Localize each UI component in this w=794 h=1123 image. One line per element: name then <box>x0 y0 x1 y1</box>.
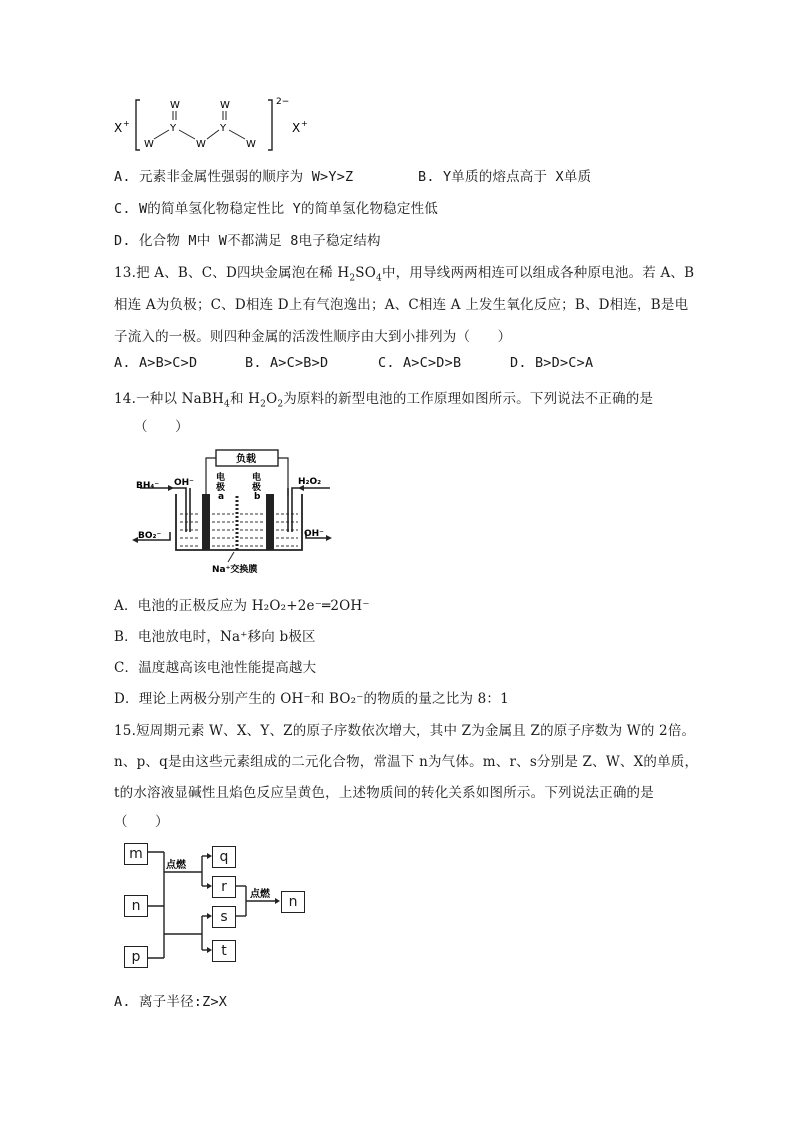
node-n-left: n <box>124 895 148 917</box>
q14-option-a: A．电池的正极反应为 H₂O₂+2e⁻═2OH⁻ <box>114 598 370 614</box>
node-r: r <box>212 876 236 898</box>
q13-stem-line-3: 子流入的一极。则四种金属的活泼性顺序由大到小排列为（ ） <box>114 329 512 345</box>
q14-answer-paren: （ ） <box>134 419 189 435</box>
condition-ignite-2: 点燃 <box>250 889 270 900</box>
electrode-b-label-2: 极 <box>252 483 262 493</box>
q15-stem-line-2: n、p、q是由这些元素组成的二元化合物，常温下 n为气体。m、r、s分别是 Z、W、X的单质， <box>114 754 699 770</box>
electrode-b <box>266 494 274 550</box>
wire-left <box>206 458 216 496</box>
left-bracket <box>136 100 140 150</box>
q15-stem-line-1: 15.短周期元素 W、X、Y、Z的原子序数依次增大，其中 Z为金属且 Z的原子序数为 W的 2倍。 <box>114 723 696 739</box>
membrane-label: Na⁺交换膜 <box>212 565 258 575</box>
q14-text-part: 为原料的新型电池的工作原理如图所示。下列说法不正确的是 <box>283 391 654 407</box>
inlet-pipe-right <box>292 488 330 532</box>
q14-option-d: D．理论上两极分别产生的 OH⁻和 BO₂⁻的物质的量之比为 8：1 <box>114 691 509 707</box>
solution-lines <box>180 514 298 546</box>
atom-w-bridge: W <box>196 139 206 150</box>
bond-y2-wright <box>229 130 245 139</box>
q13-option-d: D. B>D>C>A <box>510 355 594 371</box>
q13-option-c: C. A>C>D>B <box>378 355 462 371</box>
node-t: t <box>212 940 236 962</box>
q13-stem-line-1 <box>114 261 694 284</box>
q12-option-a: A. 元素非金属性强弱的顺序为 W>Y>Z <box>114 169 354 185</box>
anion-charge: 2− <box>276 97 290 107</box>
node-n-right: n <box>281 891 305 913</box>
q14-subscript: 4 <box>224 399 230 410</box>
node-p: p <box>124 946 148 968</box>
electrode-b-label-1: 电 <box>252 473 262 483</box>
electrode-a-label-3: a <box>218 492 225 502</box>
q12-option-b: B. Y单质的熔点高于 X单质 <box>418 169 592 185</box>
q15-option-a: A. 离子半径:Z>X <box>114 994 228 1010</box>
structure-drawing <box>110 92 320 162</box>
battery-diagram <box>130 448 360 588</box>
electrode-b-label-3: b <box>254 492 261 502</box>
atom-y-1: Y <box>170 123 177 134</box>
electrode-a-label-2: 极 <box>216 483 226 493</box>
q13-option-a: A. A>B>C>D <box>114 355 198 371</box>
bo2-label: BO₂⁻ <box>138 531 162 541</box>
bond-y1-wleft <box>154 130 169 139</box>
oh-left-label: OH⁻ <box>174 478 194 488</box>
wire-right <box>278 458 288 496</box>
cation-right-charge: + <box>301 119 308 128</box>
cation-right: X <box>292 121 301 135</box>
q14-text-part: O <box>266 391 278 407</box>
load-label: 负载 <box>236 454 256 465</box>
condition-ignite-1: 点燃 <box>166 860 186 871</box>
membrane-pointer <box>228 552 234 562</box>
q14-option-b: B．电池放电时，Na⁺移向 b极区 <box>114 629 316 645</box>
oh-right-label: OH⁻ <box>304 529 324 539</box>
flowchart-arrowheads <box>207 853 280 953</box>
atom-w-top-1: W <box>170 100 180 111</box>
q14-option-c: C．温度越高该电池性能提高越大 <box>114 660 317 676</box>
cation-left-charge: + <box>123 119 130 128</box>
q13-text-part: 13.把 A、B、C、D四块金属泡在稀 H <box>114 265 350 281</box>
q14-text-part: 和 H <box>229 391 261 407</box>
atom-w-left: W <box>144 139 154 150</box>
node-s: s <box>212 906 236 928</box>
bond-wbridge-y2 <box>207 130 219 139</box>
electrode-a <box>202 494 210 550</box>
q14-subscript: 2 <box>277 399 284 410</box>
atom-w-right: W <box>246 139 256 150</box>
node-m: m <box>124 843 148 865</box>
q13-text-part: SO <box>355 265 377 281</box>
q12-option-d: D. 化合物 M中 W不都满足 8电子稳定结构 <box>114 233 381 249</box>
arrow-oh-out <box>326 535 332 541</box>
q12-option-c: C. W的简单氢化物稳定性比 Y的简单氢化物稳定性低 <box>114 201 438 217</box>
q14-stem-line-1 <box>114 387 653 410</box>
cation-left: X <box>114 121 123 135</box>
bh4-label: BH₄⁻ <box>136 481 160 491</box>
q15-stem-line-3: t的水溶液显碱性且焰色反应呈黄色，上述物质间的转化关系如图所示。下列说法正确的是 <box>114 785 654 801</box>
q14-text-part: 14.一种以 NaBH <box>114 391 225 407</box>
atom-w-top-2: W <box>220 100 230 111</box>
q13-stem-line-2: 相连 A为负极；C、D相连 D上有气泡逸出；A、C相连 A 上发生氧化反应；B、D相连，B是电 <box>114 297 689 313</box>
q14-subscript: 2 <box>260 399 267 410</box>
q13-option-b: B. A>C>B>D <box>245 355 329 371</box>
q13-subscript: 2 <box>349 273 356 284</box>
right-bracket <box>268 100 272 150</box>
h2o2-label: H₂O₂ <box>298 477 322 487</box>
q15-answer-paren: （ ） <box>114 814 169 830</box>
bond-y1-wbridge <box>179 130 195 139</box>
q13-text-part: 中，用导线两两相连可以组成各种原电池。若 A、B <box>381 265 695 281</box>
inlet-pipe-left <box>140 488 186 532</box>
q13-subscript: 4 <box>376 273 382 284</box>
electrode-a-label-1: 电 <box>216 473 226 483</box>
atom-y-2: Y <box>220 123 227 134</box>
node-q: q <box>212 846 236 868</box>
